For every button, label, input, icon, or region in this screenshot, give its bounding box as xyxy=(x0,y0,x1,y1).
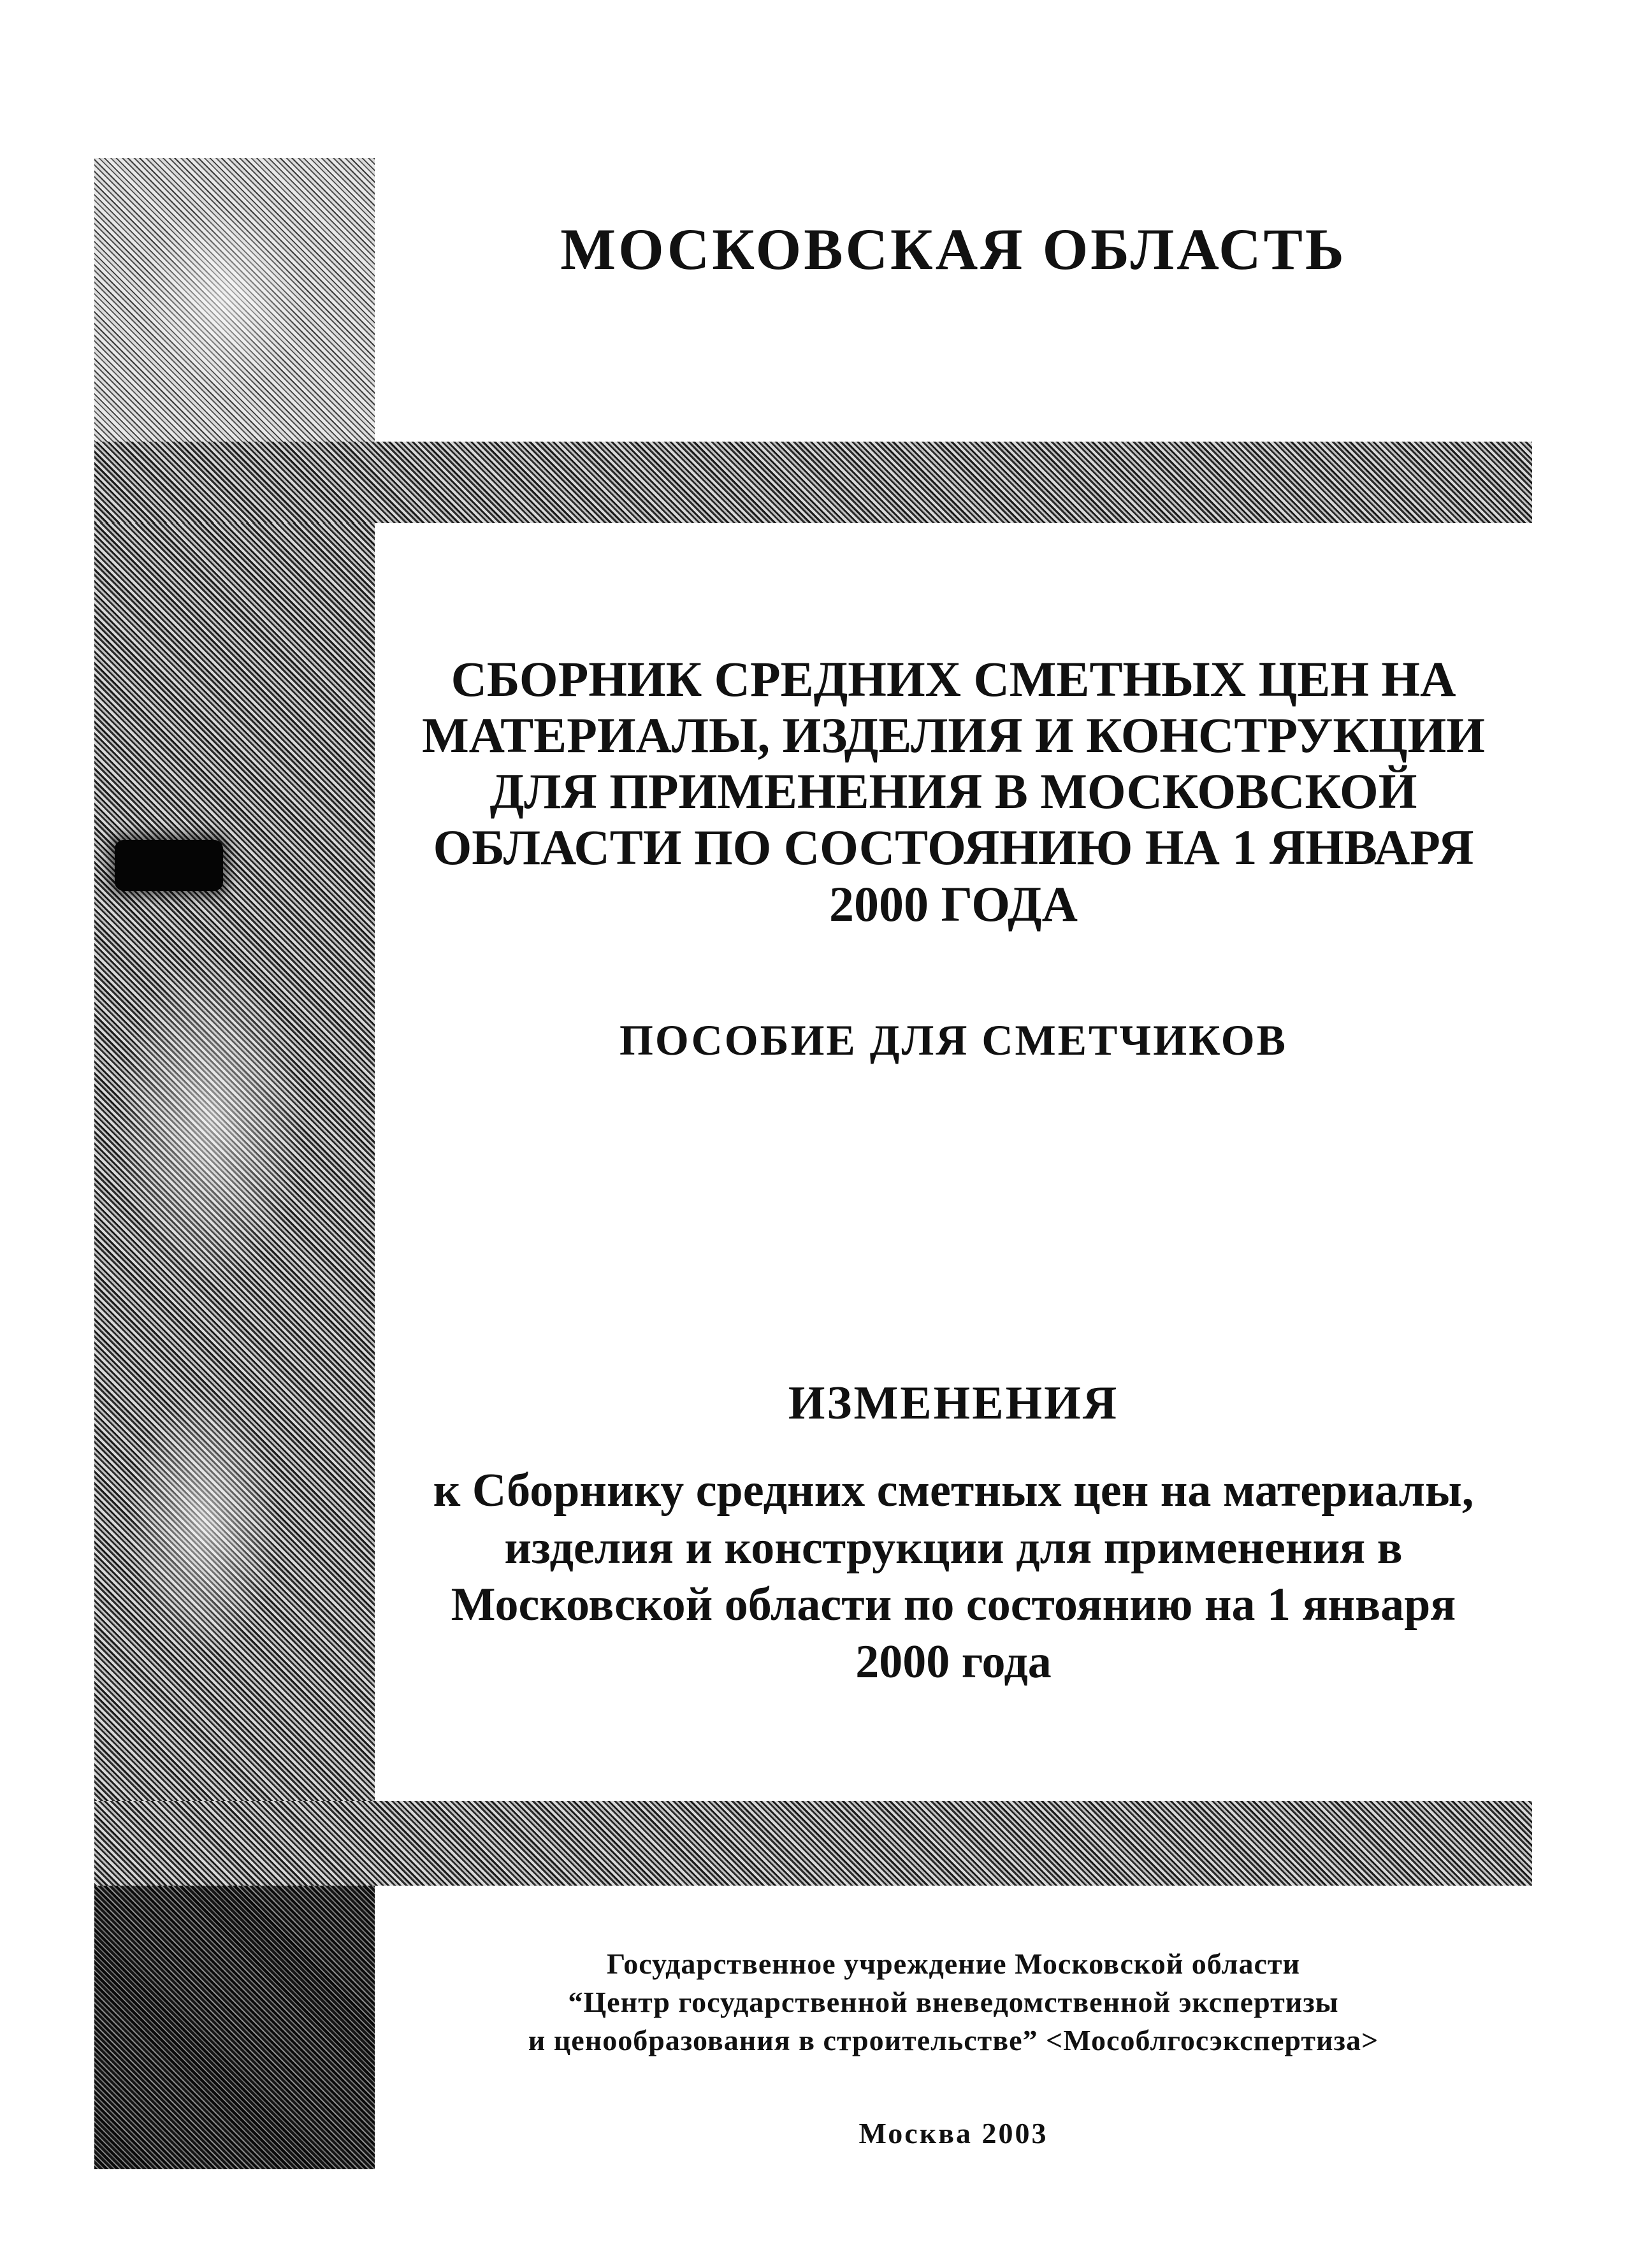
collection-title-line: МАТЕРИАЛЫ, ИЗДЕЛИЯ И КОНСТРУКЦИИ xyxy=(422,707,1485,763)
dark-marker-spot xyxy=(115,840,223,891)
changes-description-line: к Сборнику средних сметных цен на материалы, xyxy=(433,1464,1474,1517)
collection-title-line: 2000 ГОДА xyxy=(829,876,1078,932)
changes-description-line: Московской области по состоянию на 1 января xyxy=(451,1578,1456,1631)
decorative-column-top xyxy=(94,158,375,442)
publisher-institution xyxy=(375,1945,1532,2059)
city-year: Москва 2003 xyxy=(858,2117,1048,2149)
decorative-column-bottom xyxy=(94,1886,375,2169)
changes-description-line: изделия и конструкции для применения в xyxy=(504,1521,1403,1574)
collection-title-line: ДЛЯ ПРИМЕНЕНИЯ В МОСКОВСКОЙ xyxy=(489,763,1417,820)
decorative-band-bottom xyxy=(94,1801,1532,1886)
decorative-band-top xyxy=(94,442,1532,523)
changes-description xyxy=(375,1463,1532,1691)
region-title: МОСКОВСКАЯ ОБЛАСТЬ xyxy=(560,217,1347,282)
collection-title-line: ОБЛАСТИ ПО СОСТОЯНИЮ НА 1 ЯНВАРЯ xyxy=(433,820,1474,876)
publisher-line: Государственное учреждение Московской области xyxy=(607,1947,1300,1980)
guide-title: ПОСОБИЕ ДЛЯ СМЕТЧИКОВ xyxy=(619,1016,1288,1064)
publisher-line: и ценообразования в строительстве” <Мособлгосэкспертиза> xyxy=(528,2023,1379,2056)
collection-title xyxy=(375,651,1532,932)
changes-description-line: 2000 года xyxy=(855,1635,1052,1688)
decorative-column-middle xyxy=(94,523,375,1801)
changes-title: ИЗМЕНЕНИЯ xyxy=(788,1377,1119,1429)
publisher-line: “Центр государственной вневедомственной экспертизы xyxy=(568,1985,1339,2018)
collection-title-line: СБОРНИК СРЕДНИХ СМЕТНЫХ ЦЕН НА xyxy=(451,651,1456,707)
